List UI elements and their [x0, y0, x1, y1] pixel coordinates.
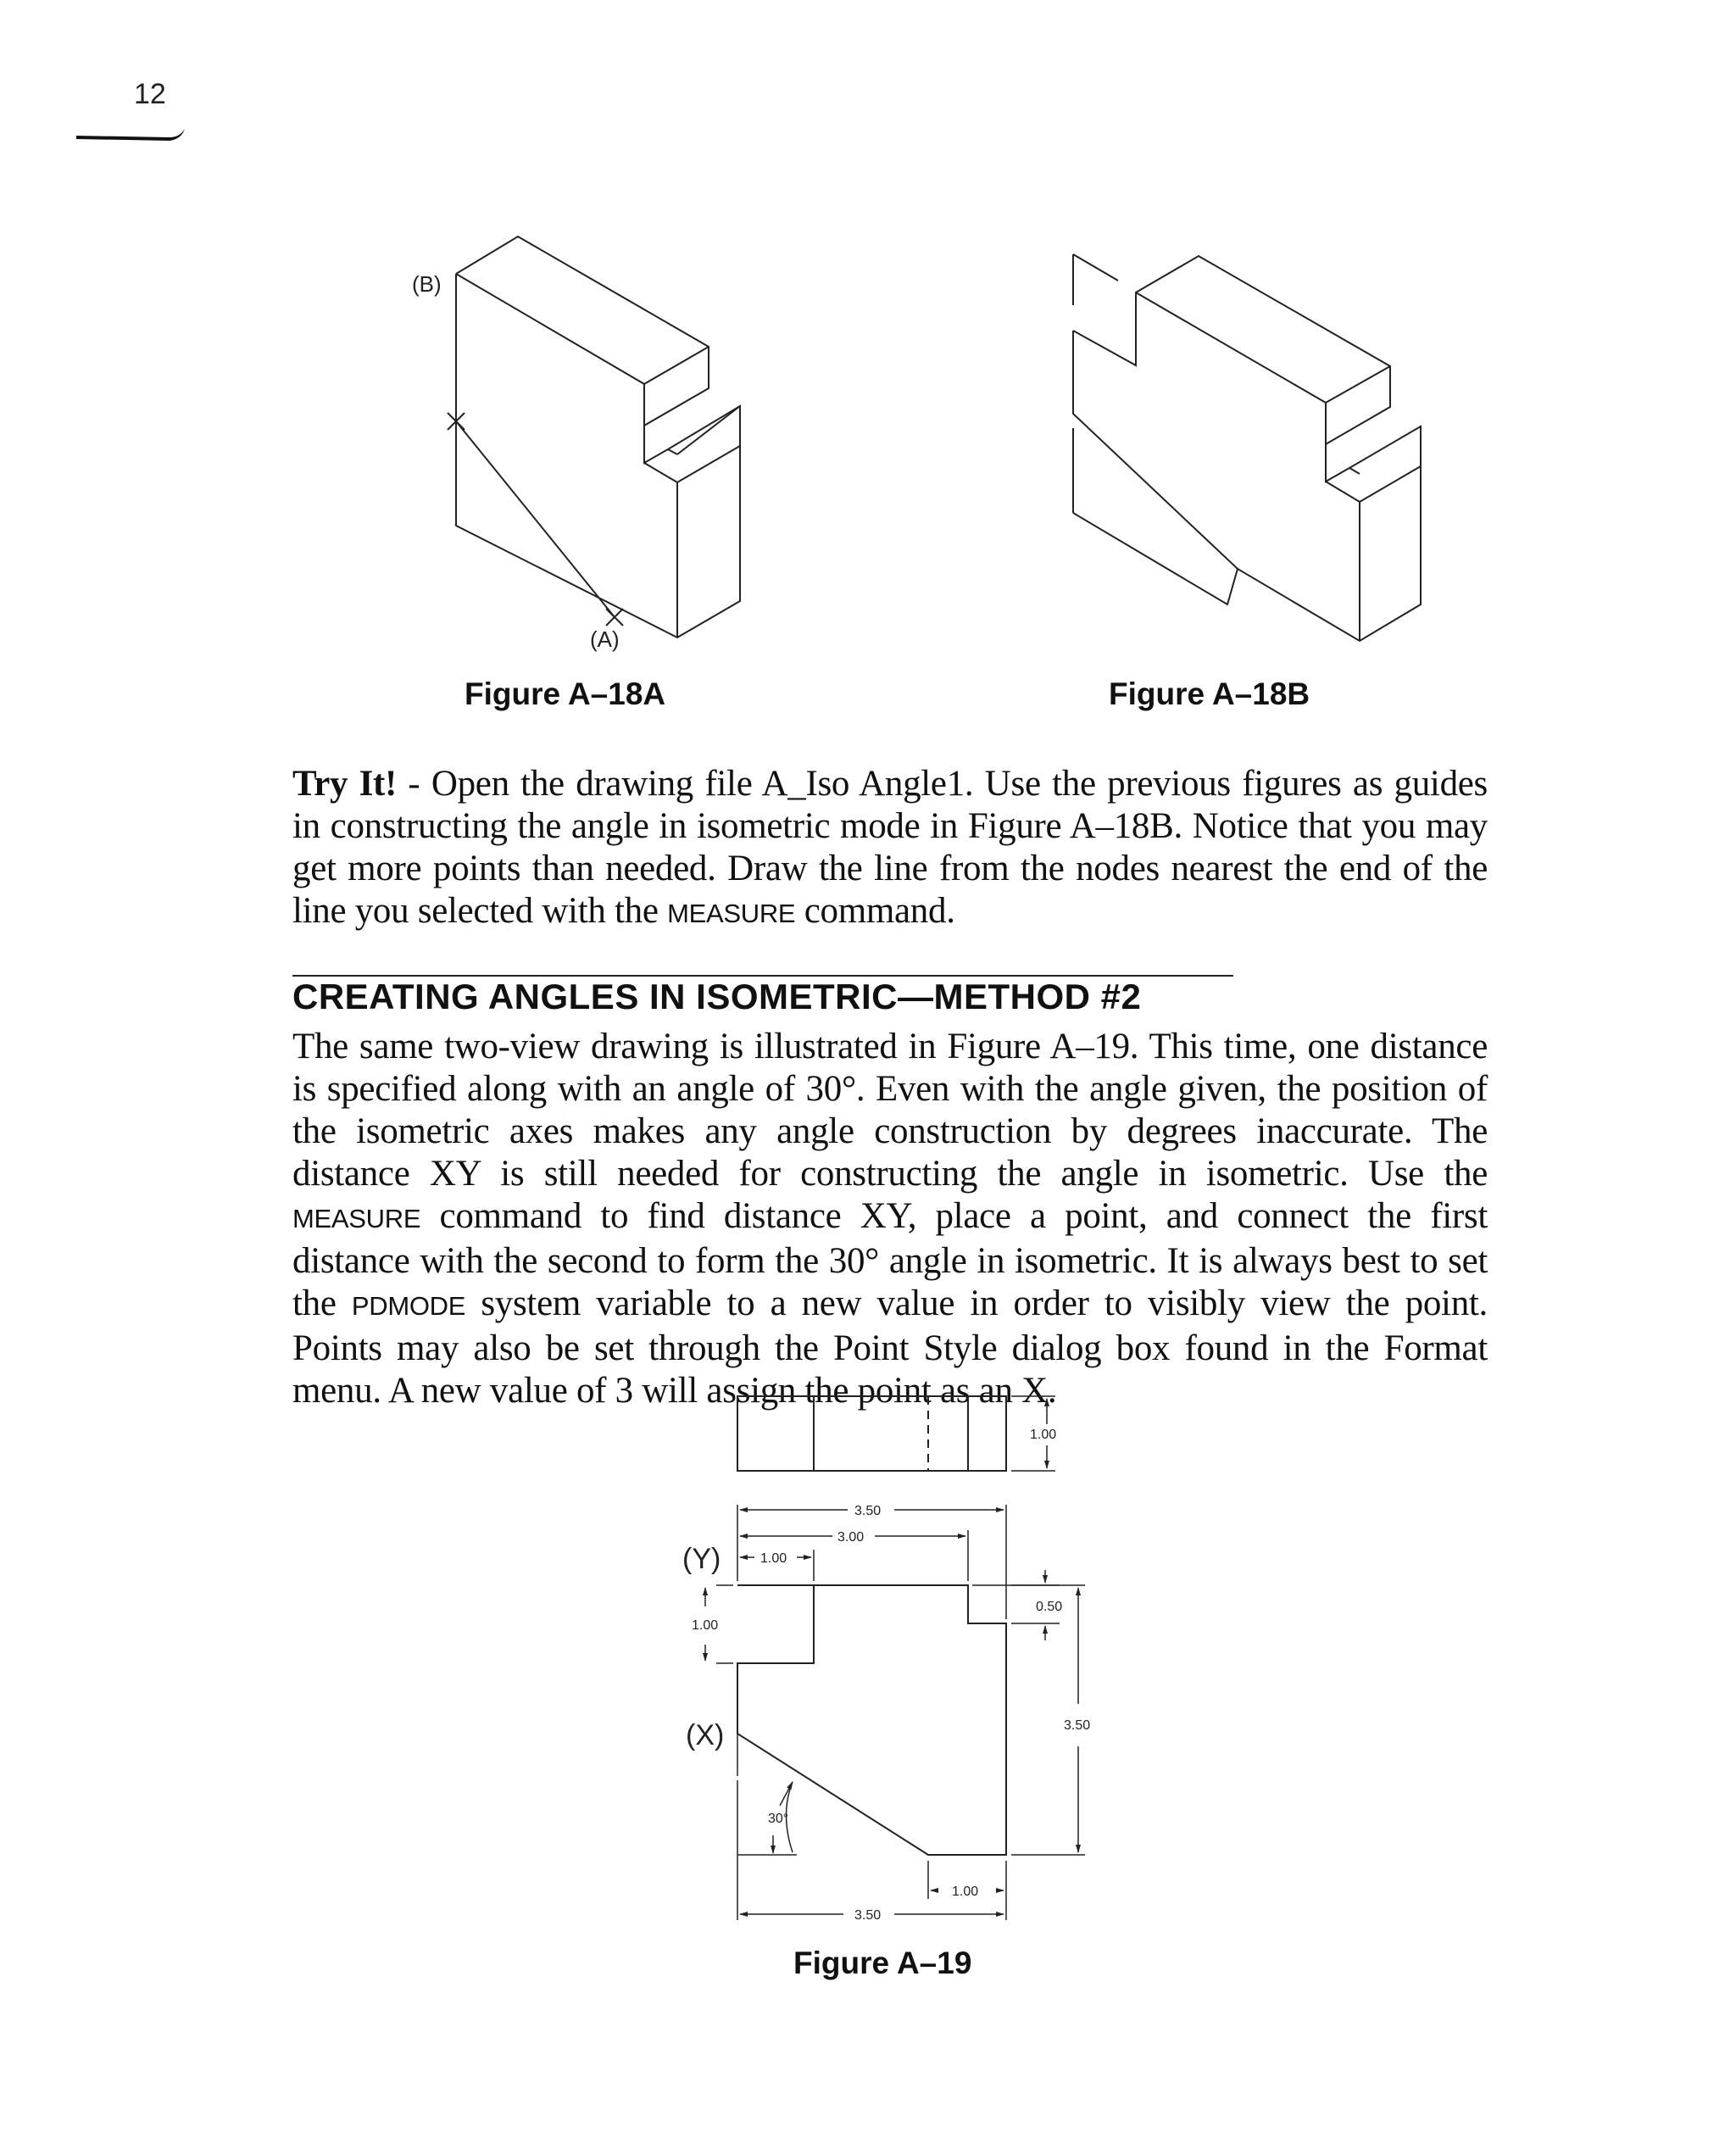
tryit-text-1: - Open the drawing file A_Iso Angle1. Use the previous figures as guides in constructing the angle in isometric mode in Figure A–18B. Notice that you may get more points than needed. Draw the line from the nodes nearest the end of the line you selected with the: [292, 764, 1488, 931]
tryit-label: Try It!: [292, 764, 398, 804]
tryit-command: MEASURE: [667, 899, 796, 928]
figure-a18a-caption: Figure A–18A: [465, 676, 666, 711]
dim-angle-30: 30°: [768, 1812, 789, 1826]
figure-a18b-caption: Figure A–18B: [1109, 676, 1310, 711]
dim-bottom-100: 1.00: [952, 1885, 979, 1899]
figure-a19-caption: Figure A–19: [793, 1946, 972, 1980]
section-text-3: system variable to a new value in order to visibly view the point. Points may also be set through the Point Style dialog box found in the Format menu. A new value of 3 will assign the point as an X.: [292, 1283, 1488, 1411]
section-heading: CREATING ANGLES IN ISOMETRIC—METHOD #2: [292, 977, 1142, 1016]
dim-width-100-left: 1.00: [760, 1551, 787, 1566]
dim-width-350-top: 3.50: [854, 1504, 882, 1518]
section-command-pdmode: PDMODE: [351, 1291, 466, 1321]
section-text-2: command to find distance XY, place a point, and connect the first distance with the second to form the 30° angle in isometric. It is always best to set the: [292, 1196, 1488, 1323]
page-number: 12: [134, 78, 166, 110]
figure-a18a-label-a: (A): [590, 626, 620, 652]
dim-height-100-left: 1.00: [692, 1618, 719, 1633]
dim-height-350: 3.50: [1064, 1718, 1091, 1733]
figure-a19-label-y: (Y): [682, 1543, 721, 1575]
dim-step-050: 0.50: [1036, 1600, 1063, 1614]
section-text-1: The same two-view drawing is illustrated in Figure A–19. This time, one distance is specified along with an angle of 30°. Even with the angle given, the position of the isometric axes makes any angle construction by degrees inaccurate. The distance XY is still needed for constructing the angle in isometric. Use the: [292, 1027, 1488, 1194]
tryit-text-2: command.: [795, 891, 955, 931]
dim-width-300: 3.00: [837, 1530, 865, 1545]
section-command-measure: MEASURE: [292, 1204, 421, 1233]
figure-a18a-label-b: (B): [412, 271, 442, 297]
dim-width-350-bottom: 3.50: [854, 1908, 882, 1923]
figure-a19-label-x: (X): [686, 1719, 725, 1751]
dim-top-height: 1.00: [1030, 1428, 1057, 1442]
